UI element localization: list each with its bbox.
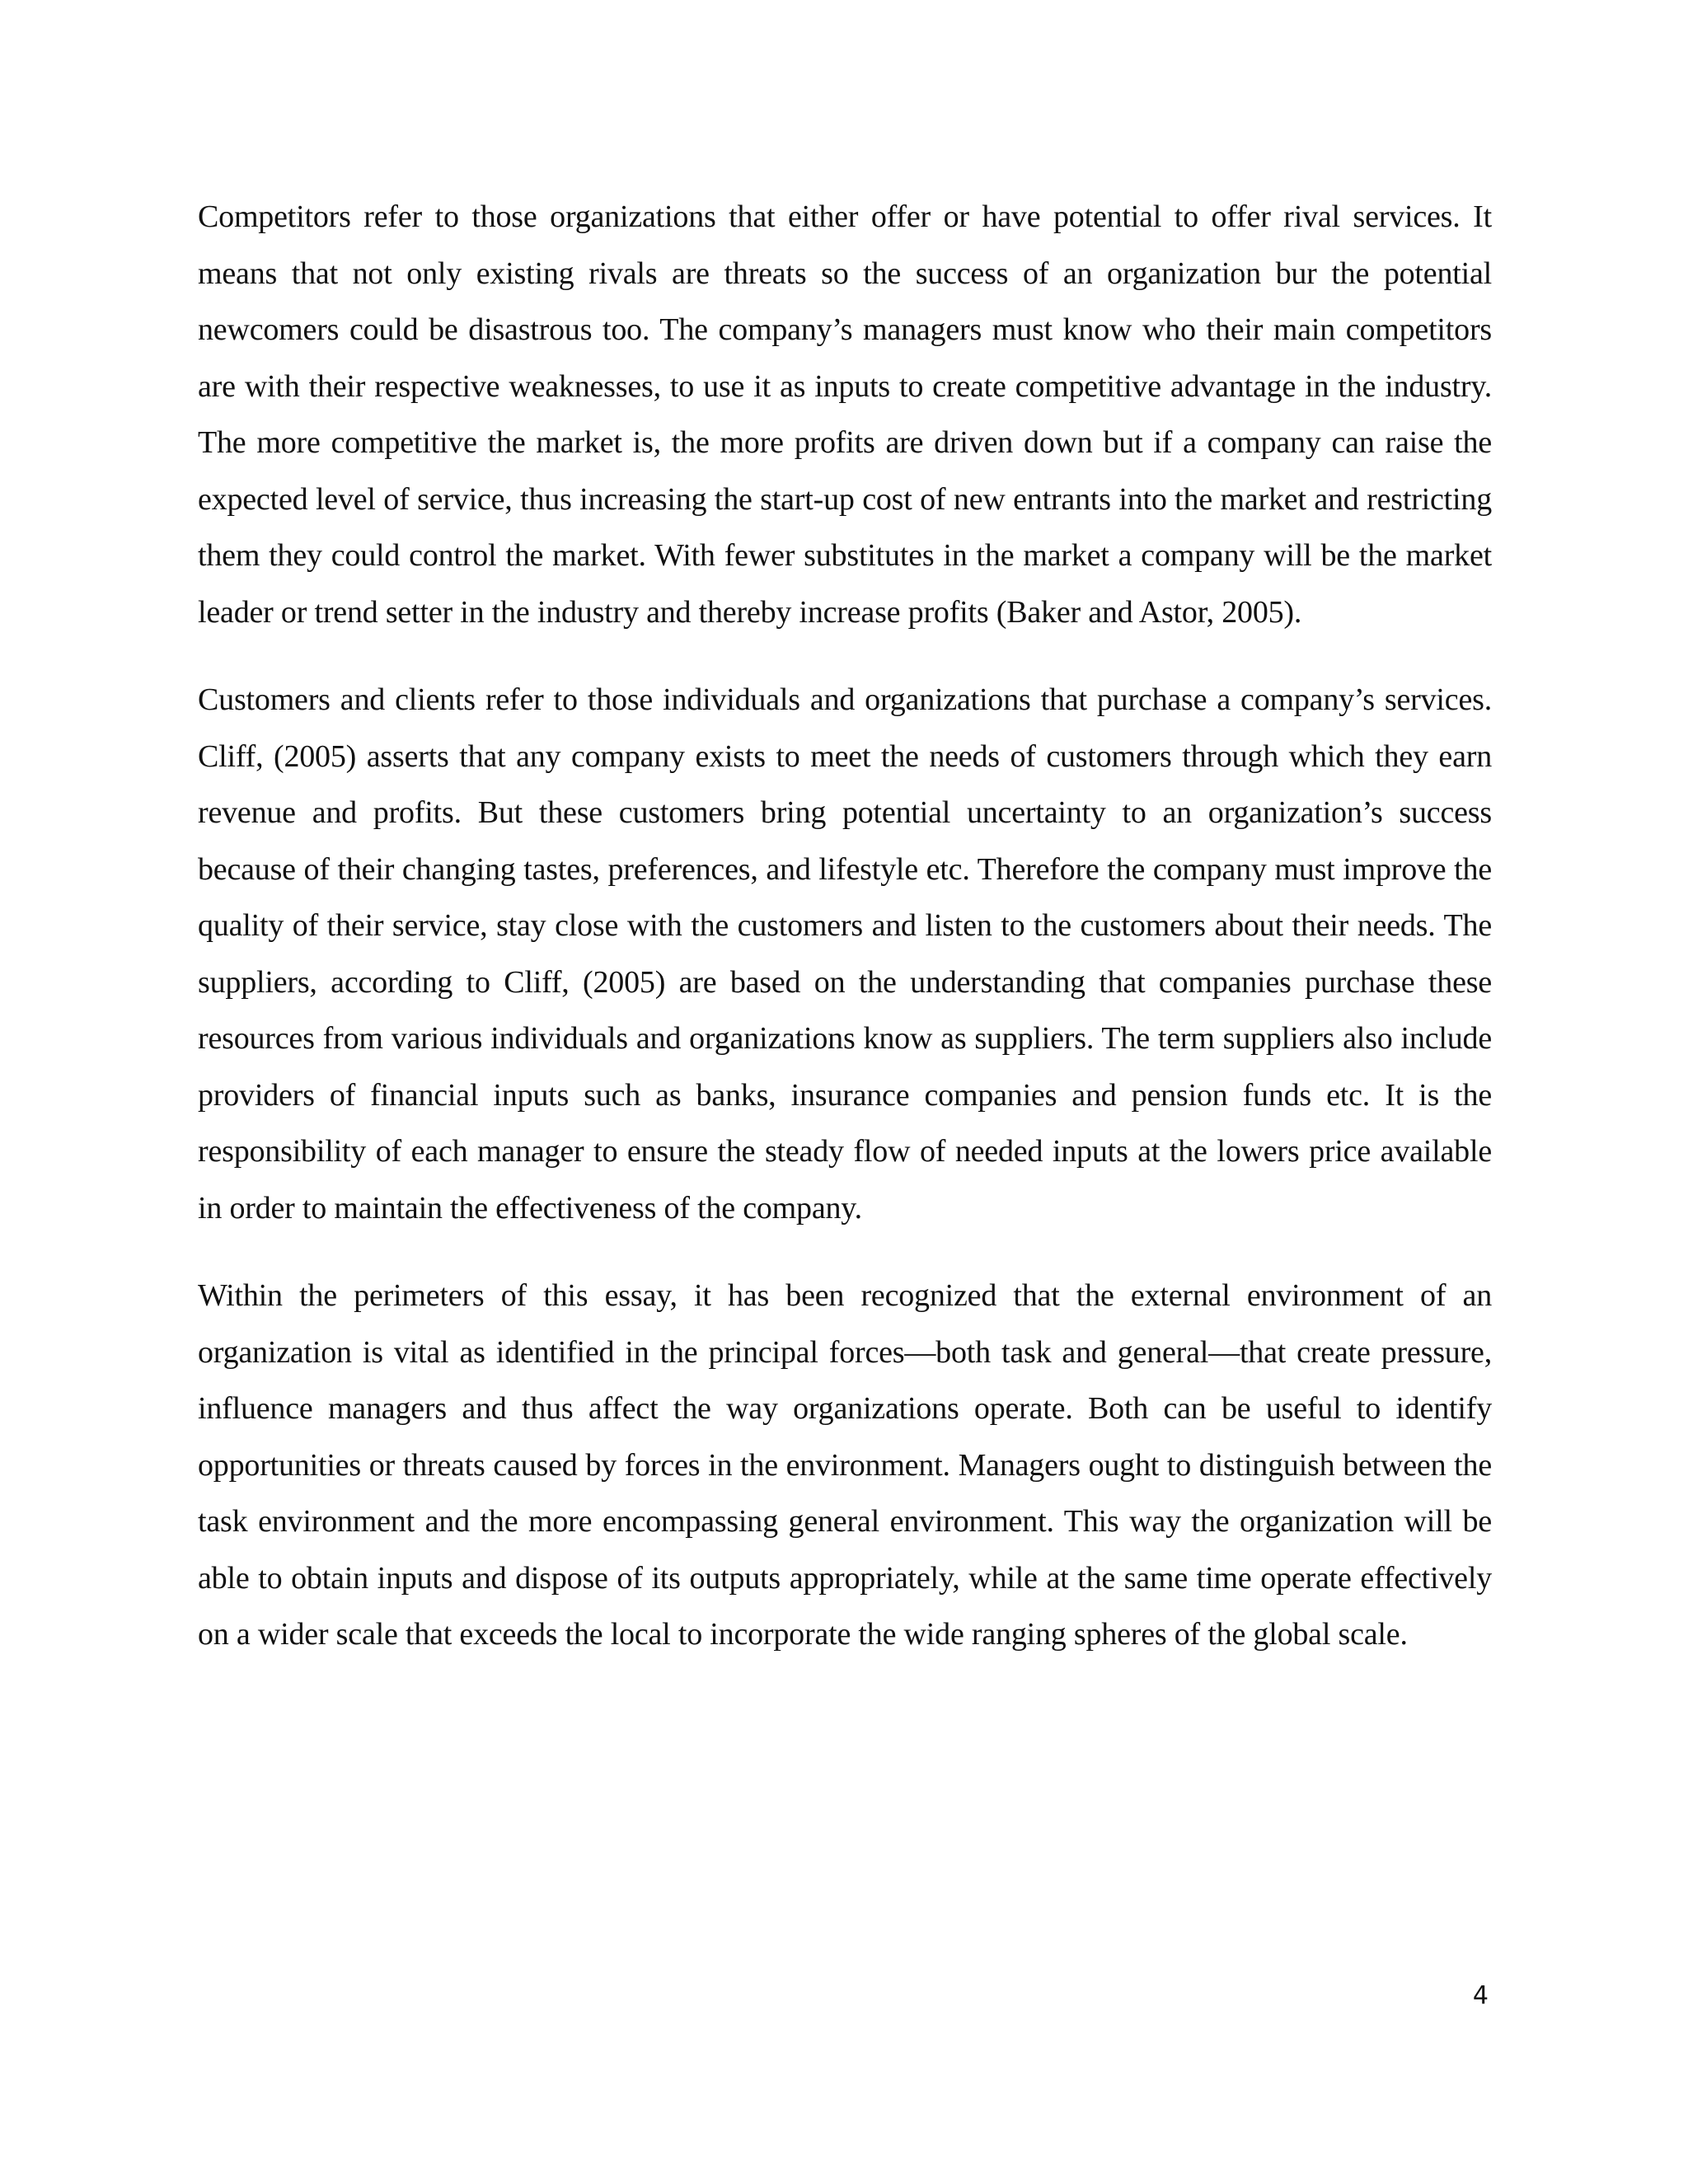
page-number: 4 xyxy=(1472,1981,1489,2010)
paragraph-competitors: Competitors refer to those organizations that either offer or have potential to offer rival services. It means that not only existing rivals are threats so the success of an organization bur the potential newcomers could be disastrous too. The company’s managers must know who their main competitors are with their respective weaknesses, to use it as inputs to create competitive advantage in the industry. The more competitive the market is, the more profits are driven down but if a company can raise the expected level of service, thus increasing the start-up cost of new entrants into the market and restricting them they could control the market. With fewer substitutes in the market a company will be the market leader or trend setter in the industry and thereby increase profits (Baker and Astor, 2005). xyxy=(198,199,1492,630)
body-text xyxy=(198,189,1492,1663)
paragraph-customers-suppliers: Customers and clients refer to those individuals and organizations that purchase a company’s services. Cliff, (2005) asserts that any company exists to meet the needs of customers through which they earn revenue and profits. But these customers bring potential uncertainty to an organization’s success because of their changing tastes, preferences, and lifestyle etc. Therefore the company must improve the quality of their service, stay close with the customers and listen to the customers about their needs. The suppliers, according to Cliff, (2005) are based on the understanding that companies purchase these resources from various individuals and organizations know as suppliers. The term suppliers also include providers of financial inputs such as banks, insurance companies and pension funds etc. It is the responsibility of each manager to ensure the steady flow of needed inputs at the lowers price available in order to maintain the effectiveness of the company. xyxy=(198,682,1492,1226)
paragraph-conclusion: Within the perimeters of this essay, it has been recognized that the external environment of an organization is vital as identified in the principal forces—both task and general—that create pressure, influence managers and thus affect the way organizations operate. Both can be useful to identify opportunities or threats caused by forces in the environment. Managers ought to distinguish between the task environment and the more encompassing general environment. This way the organization will be able to obtain inputs and dispose of its outputs appropriately, while at the same time operate effectively on a wider scale that exceeds the local to incorporate the wide ranging spheres of the global scale. xyxy=(198,1278,1492,1652)
